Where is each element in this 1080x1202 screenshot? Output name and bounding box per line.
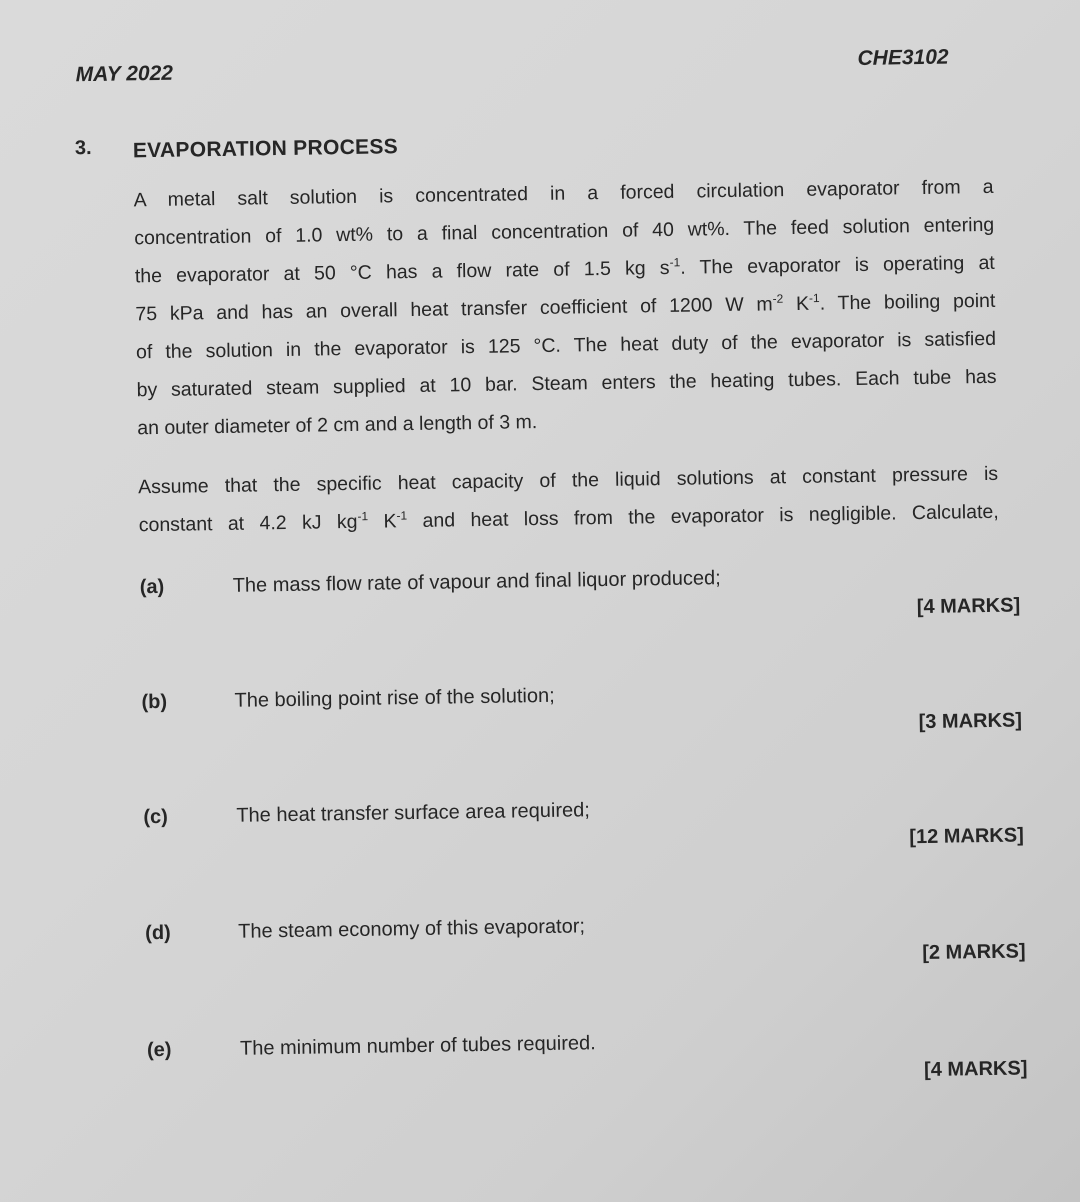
sub-question-text: The steam economy of this evaporator;	[238, 915, 586, 943]
statement-line: A metal salt solution is concentrated in a forced circulation evaporator from a	[133, 175, 994, 212]
sub-question-text: The mass flow rate of vapour and final liquor produced;	[232, 567, 721, 597]
marks-allocation: [4 MARKS]	[916, 594, 1021, 619]
sub-question-label: (a)	[139, 575, 165, 599]
statement-line: 75 kPa and has an overall heat transfer coefficient of 1200 W $m^{-2}$ $K^{-1}$. The boiling point	[135, 289, 996, 326]
sub-question-label: (d)	[145, 921, 171, 945]
sub-question-text: The boiling point rise of the solution;	[234, 684, 555, 712]
sub-question-e	[147, 1025, 1028, 1109]
question-title: EVAPORATION PROCESS	[132, 135, 399, 163]
assumption-line: constant at 4.2 kJ $kg^{-1}$ $K^{-1}$ and heat loss from the evaporator is negligible. Calculate,	[138, 500, 999, 537]
statement-line: the evaporator at 50 °C has a flow rate of 1.5 kg $s^{-1}$. The evaporator is operating at	[134, 251, 995, 288]
statement-line: by saturated steam supplied at 10 bar. Steam enters the heating tubes. Each tube has	[136, 365, 997, 402]
sub-question-a	[140, 562, 1021, 646]
marks-allocation: [3 MARKS]	[918, 709, 1023, 734]
assumptions-paragraph	[138, 455, 999, 544]
question-number: 3.	[74, 136, 92, 160]
course-code: CHE3102	[857, 45, 949, 70]
exam-date: MAY 2022	[75, 61, 174, 87]
sub-question-label: (e)	[146, 1038, 172, 1062]
problem-statement	[133, 168, 997, 447]
sub-question-text: The heat transfer surface area required;	[236, 799, 591, 827]
sub-question-b	[141, 677, 1022, 761]
marks-allocation: [12 MARKS]	[909, 824, 1024, 849]
statement-line: an outer diameter of 2 cm and a length of 3 m.	[137, 411, 538, 440]
sub-question-d	[145, 908, 1026, 992]
assumption-line: Assume that the specific heat capacity of the liquid solutions at constant pressure is	[138, 462, 999, 499]
sub-question-label: (b)	[141, 690, 168, 714]
marks-allocation: [2 MARKS]	[922, 940, 1026, 965]
sub-question-c	[143, 792, 1024, 876]
sub-question-text: The minimum number of tubes required.	[239, 1032, 596, 1060]
marks-allocation: [4 MARKS]	[923, 1057, 1028, 1082]
statement-line: concentration of 1.0 wt% to a final concentration of 40 wt%. The feed solution entering	[134, 213, 995, 250]
statement-line: of the solution in the evaporator is 125 °C. The heat duty of the evaporator is satisfied	[135, 327, 997, 364]
sub-question-label: (c)	[143, 805, 168, 829]
